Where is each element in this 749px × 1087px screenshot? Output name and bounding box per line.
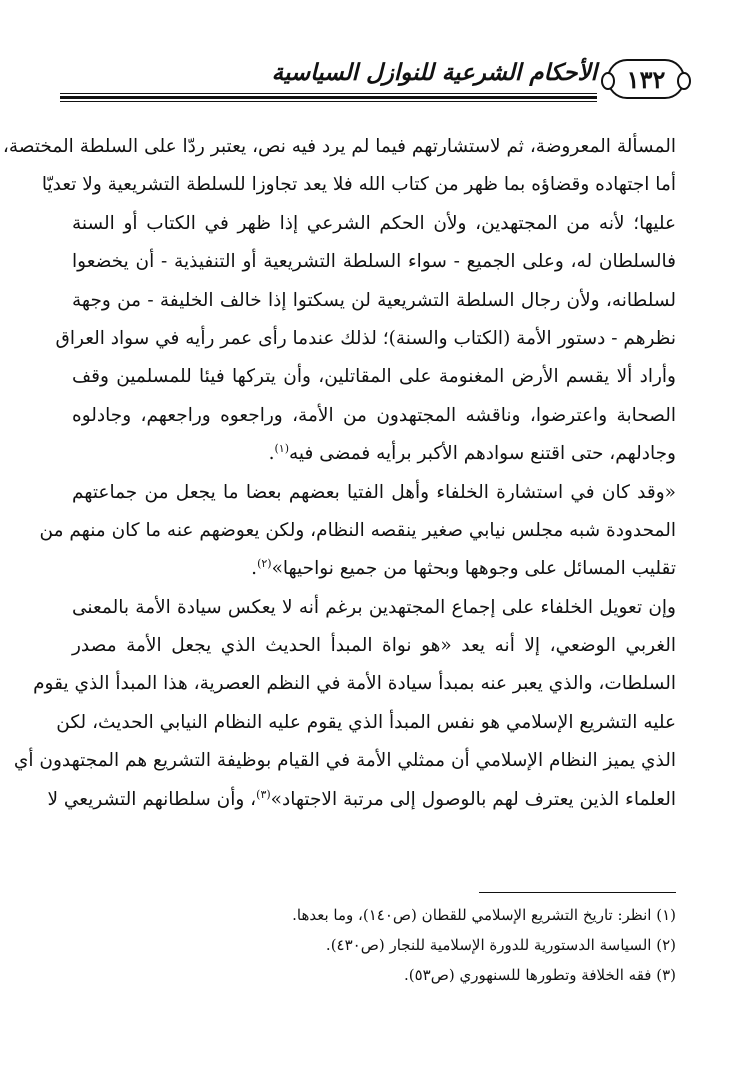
page-header bbox=[60, 55, 685, 107]
footnote-marker-1[interactable]: (١) bbox=[274, 441, 289, 455]
body-line-15: السلطات، والذي يعبر عنه بمبدأ سيادة الأمة في النظم العصرية، هذا المبدأ الذي يقوم bbox=[33, 673, 676, 695]
body-text bbox=[2, 128, 676, 819]
header-rule-thick bbox=[60, 96, 597, 99]
footnote-marker-3[interactable]: (٣) bbox=[256, 787, 271, 801]
body-line-7: وأراد ألا يقسم الأرض المغنومة على المقاتلين، وأن يتركها فيئا للمسلمين وقف bbox=[72, 366, 676, 388]
footnotes bbox=[72, 900, 676, 990]
body-line-13: وإن تعويل الخلفاء على إجماع المجتهدين برغم أنه لا يعكس سيادة الأمة بالمعنى bbox=[72, 596, 676, 618]
body-line-3: عليها؛ لأنه من المجتهدين، ولأن الحكم الشرعي إذا ظهر في الكتاب أو السنة bbox=[72, 212, 676, 234]
body-line-8: الصحابة واعترضوا، وناقشه المجتهدون من الأمة، وراجعوه وراجعهم، وجادلوه bbox=[72, 404, 676, 426]
body-line-4: فالسلطان له، وعلى الجميع - سواء السلطة التشريعية أو التنفيذية - أن يخضعوا bbox=[72, 251, 676, 273]
body-line-6: نظرهم - دستور الأمة (الكتاب والسنة)؛ لذلك عندما رأى عمر رأيه في سواد العراق bbox=[55, 327, 676, 349]
footnote-separator bbox=[479, 892, 676, 893]
footnote-1: (١) انظر: تاريخ التشريع الإسلامي للقطان (ص١٤٠)، وما بعدها. bbox=[292, 906, 676, 924]
body-line-10: «وقد كان في استشارة الخلفاء وأهل الفتيا بعضهم بعضا ما يجعل من جماعتهم bbox=[72, 481, 676, 503]
page-number-text: ١٣٢ bbox=[626, 64, 666, 94]
header-rule-thin-bottom bbox=[60, 101, 597, 102]
body-line-18: العلماء الذين يعترف لهم بالوصول إلى مرتبة الاجتهاد»$^{(٣)}$، وأن سلطانهم التشريعي لا bbox=[47, 787, 676, 810]
body-line-14: الغربي الوضعي، إلا أنه يعد «هو نواة المبدأ الحديث الذي يجعل الأمة مصدر bbox=[72, 635, 676, 657]
body-line-2: أما اجتهاده وقضاؤه بما ظهر من كتاب الله فلا يعد تجاوزا للسلطة التشريعية ولا تعديّا bbox=[41, 174, 676, 196]
body-line-5: لسلطانه، ولأن رجال السلطة التشريعية لن يسكتوا إذا خالف الخليفة - من وجهة bbox=[72, 289, 676, 311]
header-rule-thin-top bbox=[60, 93, 597, 94]
body-line-11: المحدودة شبه مجلس نيابي صغير ينقصه النظام، ولكن يعوضهم عنه ما كان منهم من bbox=[39, 519, 676, 541]
body-line-1: المسألة المعروضة، ثم لاستشارتهم فيما لم يرد فيه نص، يعتبر ردّا على السلطة المختصة، bbox=[2, 136, 676, 157]
running-title: الأحكام الشرعية للنوازل السياسية bbox=[271, 59, 597, 86]
footnote-marker-2[interactable]: (٢) bbox=[257, 557, 272, 571]
footnote-2: (٢) السياسة الدستورية للدورة الإسلامية للنجار (ص٤٣٠). bbox=[325, 936, 676, 954]
footnote-3: (٣) فقه الخلافة وتطورها للسنهوري (ص٥٣). bbox=[403, 966, 676, 984]
page-number bbox=[607, 59, 685, 99]
body-line-16: عليه التشريع الإسلامي هو نفس المبدأ الذي يقوم عليه النظام النيابي الحديث، لكن bbox=[56, 711, 676, 733]
body-line-9: وجادلهم، حتى اقتنع سوادهم الأكبر برأيه فمضى فيه$^{(١)}$. bbox=[268, 441, 676, 465]
body-line-17: الذي يميز النظام الإسلامي أن ممثلي الأمة في القيام بوظيفة التشريع هم المجتهدون أي bbox=[13, 750, 676, 772]
body-line-12: تقليب المسائل على وجوهها وبحثها من جميع نواحيها»$^{(٢)}$. bbox=[251, 557, 676, 580]
